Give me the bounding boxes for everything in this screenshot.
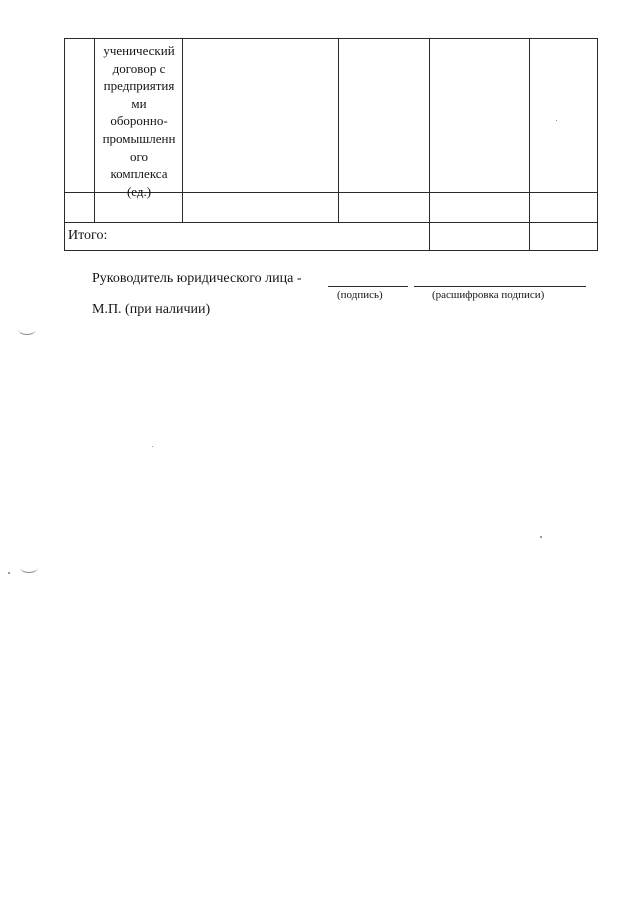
table-cell-description [96,42,182,200]
decoding-blank-line [414,286,586,287]
table-border-top [64,38,598,39]
stamp-label: М.П. (при наличии) [92,302,211,317]
table-row-divider [64,222,598,223]
cell-line: оборонно- [110,113,168,129]
cell-line: ученический [103,43,175,58]
table-col-divider [182,38,183,222]
table-border-bottom [64,250,598,251]
scan-speck [540,536,542,538]
cell-line: договор с [112,60,166,76]
scan-mark [18,324,36,335]
cell-line: промышленн [102,130,176,146]
cell-line: предприятия [103,78,175,94]
table-col-divider [338,38,339,222]
table-col-divider [529,38,530,250]
table-border-right [597,38,598,250]
scan-speck [556,120,557,121]
total-label: Итого: [68,228,108,243]
scan-mark [20,562,38,573]
decoding-caption: (расшифровка подписи) [432,289,545,301]
signature-caption: (подпись) [337,289,383,301]
signature-blank-line [328,286,408,287]
table-col-divider [429,38,430,250]
cell-line: ого [129,148,148,164]
table-border-left [64,38,65,250]
cell-line: комплекса [110,166,168,182]
scan-speck [8,572,10,574]
head-of-entity-label: Руководитель юридического лица - [92,271,302,286]
cell-line: (ед.) [126,183,152,199]
scan-speck [152,446,153,447]
cell-line: ми [131,95,147,111]
table-col-divider [94,38,95,222]
